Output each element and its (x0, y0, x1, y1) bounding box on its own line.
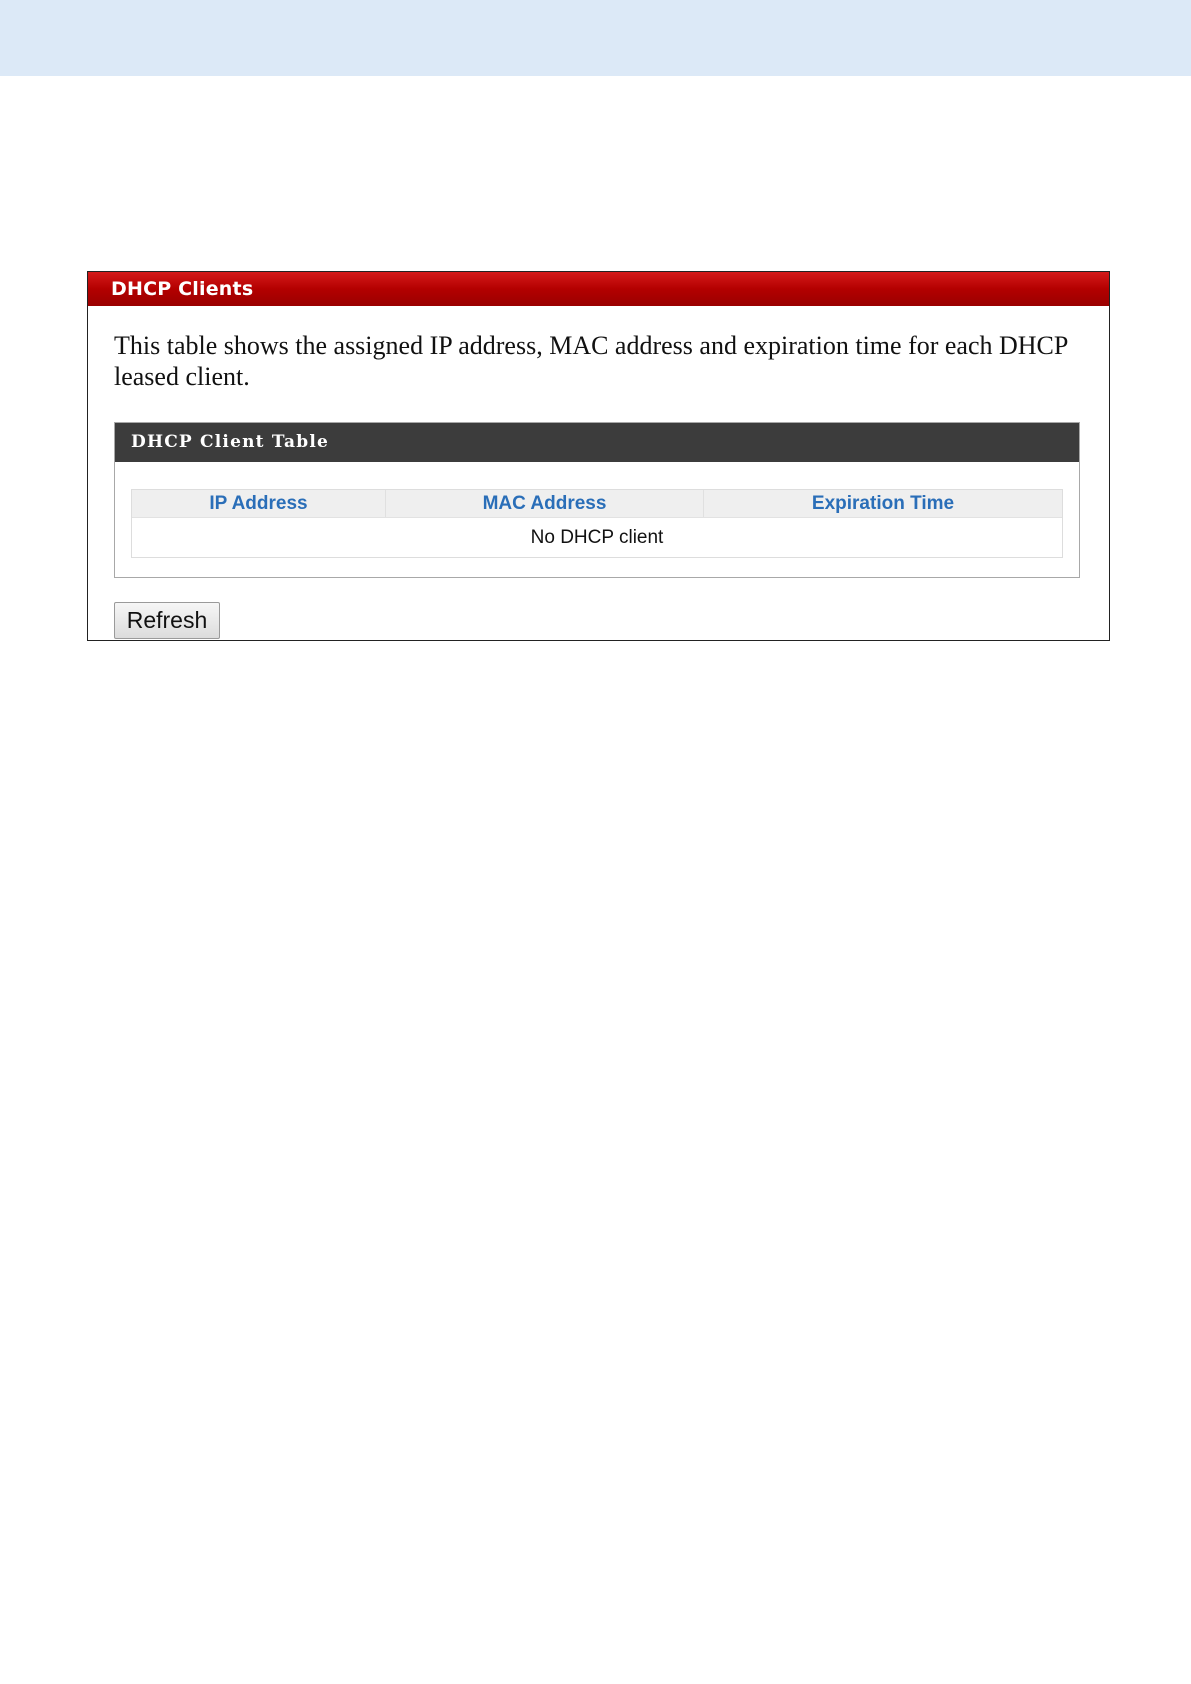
dhcp-clients-panel (87, 271, 1110, 641)
column-header-ip-address: IP Address (209, 493, 308, 514)
panel-title: DHCP Clients (88, 272, 1109, 306)
client-table (131, 489, 1063, 558)
table-header-row (132, 490, 1062, 518)
column-header-mac-address: MAC Address (385, 490, 703, 517)
refresh-button[interactable]: Refresh (114, 602, 220, 639)
panel-description: This table shows the assigned IP address, MAC address and expiration time for each DHCP leased client. (114, 331, 1068, 391)
empty-table-message: No DHCP client (530, 527, 664, 548)
column-header-expiration-time: Expiration Time (703, 490, 1062, 517)
dhcp-client-table-box (114, 422, 1080, 578)
page-top-band (0, 0, 1191, 76)
client-table-title: DHCP Client Table (115, 423, 1079, 462)
